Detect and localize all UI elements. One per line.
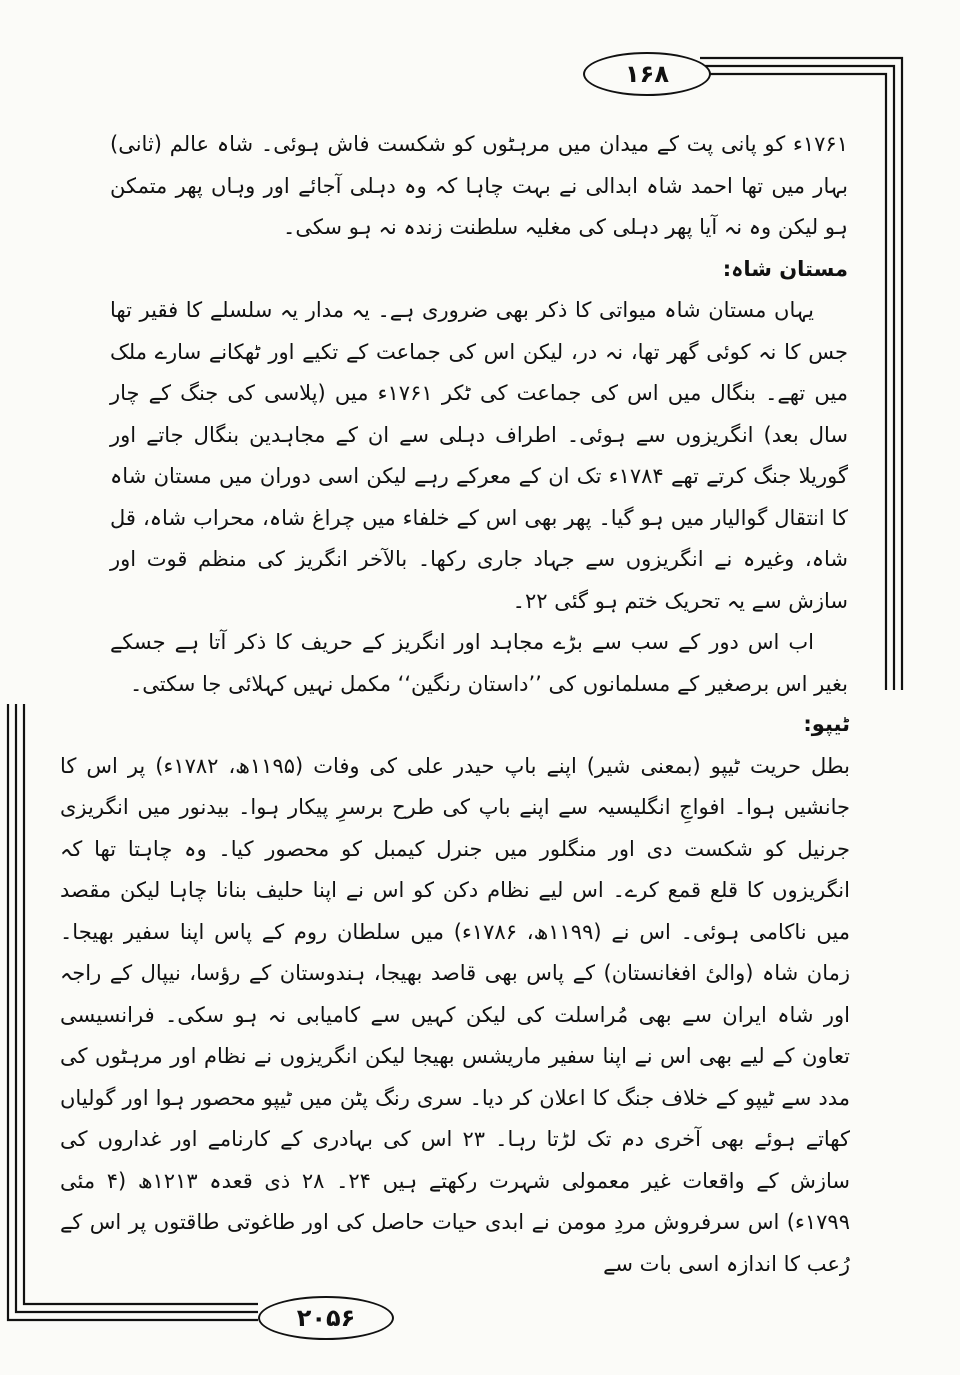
paragraph-intro: ۱۷۶۱ء کو پانی پت کے میدان میں مرہٹوں کو شکست فاش ہوئی۔ شاہ عالم (ثانی) بہار میں تھا احمد شاہ ابدالی نے بہت چاہا کہ وہ دہلی آجائے اور وہاں پھر متمکن ہو لیکن وہ نہ آیا پھر دہلی کی مغلیہ سلطنت زندہ نہ ہو سکی۔	[110, 132, 848, 239]
paragraph-mastan-shah: یہاں مستان شاہ میواتی کا ذکر بھی ضروری ہے۔ یہ مدار یہ سلسلے کا فقیر تھا جس کا نہ کوئی گھر تھا، نہ در، لیکن اس کی جماعت کے تکیے اور ٹھکانے سارے ملک میں تھے۔ بنگال میں اس کی جماعت کی ٹکر ۱۷۶۱ء میں (پلاسی کی جنگ کے چار سال بعد) انگریزوں سے ہوئی۔ اطراف دہلی سے ان کے مجاہدین بنگال جاتے اور گوریلا جنگ کرتے تھے ۱۷۸۴ء تک ان کے معرکے رہے لیکن اسی دوران میں مستان شاہ کا انتقال گوالیار میں ہو گیا۔ پھر بھی اس کے خلفاء میں چراغ شاہ، محراب شاہ، قل شاہ، وغیرہ نے انگریزوں سے جہاد جاری رکھا۔ بالآخر انگریز کی منظم قوت اور سازش سے یہ تحریک ختم ہو گئی ۲۲۔	[110, 298, 848, 613]
text-block-lower	[60, 704, 850, 1285]
page-number-top: ۱۶۸	[583, 52, 711, 96]
paragraph-tipu: بطل حریت ٹیپو (بمعنی شیر) اپنے باپ حیدر علی کی وفات (۱۱۹۵ھ، ۱۷۸۲ء) پر اس کا جانشیں ہوا۔ افواجِ انگلیسیہ سے اپنے باپ کی طرح برسرِ پیکار ہوا۔ بیدنور میں انگریزی جرنیل کو شکست دی اور منگلور میں جنرل کیمبل کو محصور کیا۔ وہ چاہتا تھا کہ انگریزوں کا قلع قمع کرے۔ اس لیے نظام دکن کو اس نے اپنا حلیف بنانا چاہا لیکن مقصد میں ناکامی ہوئی۔ اس نے (۱۱۹۹ھ، ۱۷۸۶ء) میں سلطان روم کے پاس اپنا سفیر بھیجا۔ زمان شاہ (والیٔ افغانستان) کے پاس بھی قاصد بھیجا، ہندوستان کے رؤسا، نیپال کے راجہ اور شاہ ایران سے بھی مُراسلت کی لیکن کہیں سے کامیابی نہ ہو سکی۔ فرانسیسی تعاون کے لیے بھی اس نے اپنا سفیر ماریشس بھیجا لیکن انگریزوں نے نظام اور مرہٹوں کی مدد سے ٹیپو کے خلاف جنگ کا اعلان کر دیا۔ سری رنگ پٹن میں ٹیپو محصور ہوا اور گولیاں کھاتے ہوئے بھی آخری دم تک لڑتا رہا۔ ۲۳ اس کی بہادری کے کارنامے اور غداروں کی سازش کے واقعات غیر معمولی شہرت رکھتے ہیں ۲۴۔ ۲۸ ذی قعدہ ۱۲۱۳ھ (۴ مئی ۱۷۹۹ء) اس سرفروش مردِ مومن نے ابدی حیات حاصل کی اور طاغوتی طاقتوں پر اس کے رُعب کا اندازہ اسی بات سے	[60, 753, 851, 1276]
text-block-upper	[110, 124, 848, 705]
heading-mastan-shah: مستان شاہ:	[722, 256, 848, 281]
heading-tipu: ٹیپو:	[803, 712, 850, 736]
paragraph-transition: اب اس دور کے سب سے بڑے مجاہد اور انگریز کے حریف کا ذکر آتا ہے جسکے بغیر اس برصغیر کے مسلمانوں کی ’’داستان رنگین‘‘ مکمل نہیں کہلائی جا سکتی۔	[110, 630, 848, 696]
page-number-bottom: ۲۰۵۶	[258, 1296, 394, 1340]
